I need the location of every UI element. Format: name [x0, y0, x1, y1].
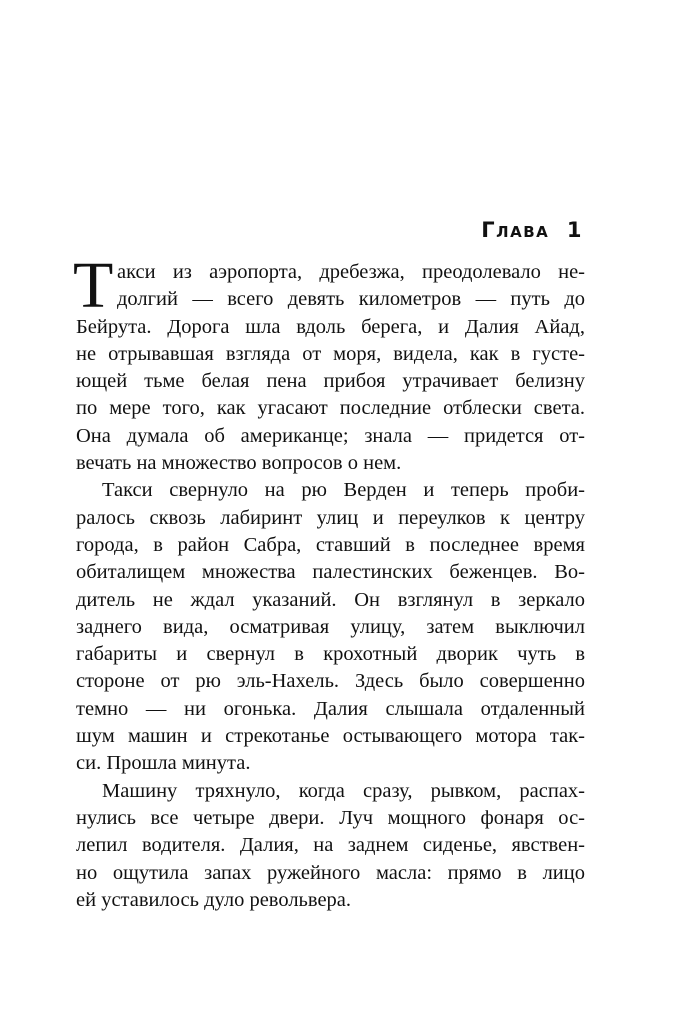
text-line: обиталищем множества палестинских беженцев. Во- — [76, 561, 585, 584]
text-line: ей уставилось дуло револьвера. — [76, 888, 352, 911]
text-line: Она думала об американце; знала — придется от- — [76, 424, 585, 447]
chapter-heading — [481, 218, 583, 242]
text-line: но ощутила запах ружейного масла: прямо в лицо — [76, 861, 585, 884]
text-line: габариты и свернул в крохотный дворик чуть в — [76, 643, 585, 666]
text-line: долгий — всего девять километров — путь до — [117, 288, 585, 311]
text-line: Бейрута. Дорога шла вдоль берега, и Далия Айад, — [76, 315, 585, 338]
chapter-number: 1 — [566, 218, 583, 242]
text-line: заднего вида, осматривая улицу, затем выключил — [76, 615, 585, 638]
text-line: стороне от рю эль-Нахель. Здесь было совершенно — [76, 670, 585, 693]
text-line: дитель не ждал указаний. Он взглянул в зеркало — [76, 588, 585, 611]
text-line: Т акси из аэропорта, дребезжа, преодолевало не- — [73, 249, 585, 322]
text-line: си. Прошла минута. — [76, 752, 251, 775]
text-line: темно — ни огонька. Далия слышала отдаленный — [76, 697, 585, 720]
text-line: нулись все четыре двери. Луч мощного фонаря ос- — [76, 806, 585, 829]
drop-cap: Т — [73, 249, 114, 322]
chapter-label: Глава — [481, 218, 550, 242]
text-line: ралось сквозь лабиринт улиц и переулков к центру — [76, 506, 585, 529]
text-line: Такси свернуло на рю Верден и теперь проби- — [102, 479, 585, 502]
body-text — [73, 249, 585, 914]
text-line: лепил водителя. Далия, на заднем сиденье, явствен- — [76, 834, 585, 857]
text-line: города, в район Сабра, ставший в последнее время — [76, 533, 585, 556]
text-line: шум машин и стрекотанье остывающего мотора так- — [76, 725, 585, 748]
text-line: Машину тряхнуло, когда сразу, рывком, распах- — [102, 779, 585, 802]
text-line: не отрывавшая взгляда от моря, видела, как в густе- — [76, 342, 585, 365]
text-line: вечать на множество вопросов о нем. — [76, 452, 402, 475]
text-line: по мере того, как угасают последние отблески света. — [76, 397, 585, 420]
text-line: ющей тьме белая пена прибоя утрачивает белизну — [76, 370, 585, 393]
